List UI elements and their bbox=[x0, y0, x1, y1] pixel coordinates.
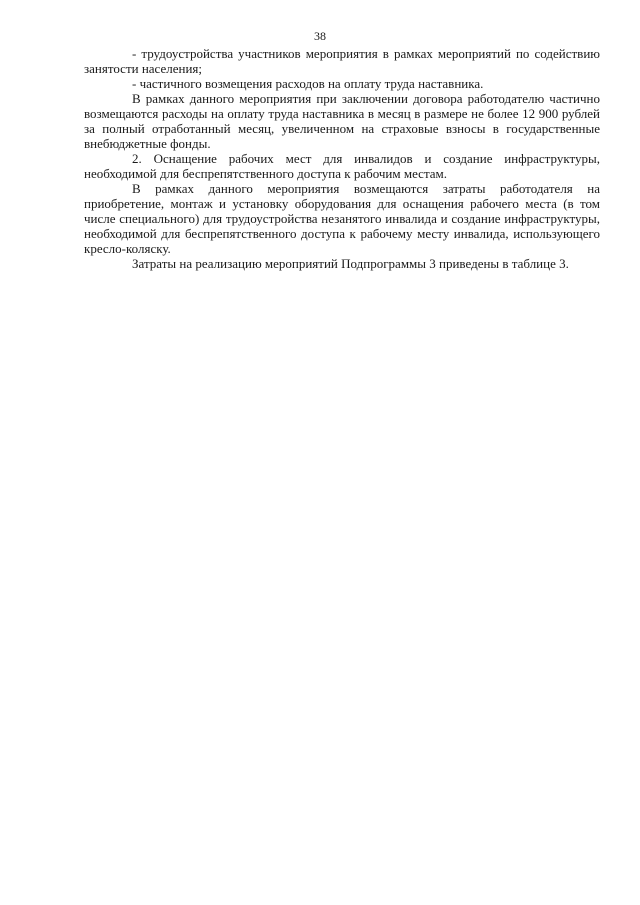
paragraph-section-2-heading: 2. Оснащение рабочих мест для инвалидов и создание инфраструктуры, необходимой для беспрепятственного доступа к рабочим местам. bbox=[84, 151, 600, 181]
paragraph-mentor-item: - частичного возмещения расходов на оплату труда наставника. bbox=[132, 76, 484, 91]
paragraph-costs-table-reference: Затраты на реализацию мероприятий Подпрограммы 3 приведены в таблице 3. bbox=[132, 256, 569, 271]
paragraph-employment-item: - трудоустройства участников мероприятия в рамках мероприятий по содействию занятости населения; bbox=[84, 46, 600, 76]
body-text bbox=[84, 46, 600, 271]
paragraph-mentor-compensation: В рамках данного мероприятия при заключении договора работодателю частично возмещаются расходы на оплату труда наставника в месяц в размере не более 12 900 рублей за полный отработанный месяц, увеличенном на страховые взносы в государственные внебюджетные фонды. bbox=[84, 91, 600, 151]
page-number: 38 bbox=[314, 29, 326, 43]
paragraph-equipment-compensation: В рамках данного мероприятия возмещаются затраты работодателя на приобретение, монтаж и установку оборудования для оснащения рабочего места (в том числе специального) для трудоустройства незанятого инвалида и создание инфраструктуры, необходимой для беспрепятственного доступа к рабочему месту инвалида, использующего кресло-коляску. bbox=[84, 181, 600, 256]
